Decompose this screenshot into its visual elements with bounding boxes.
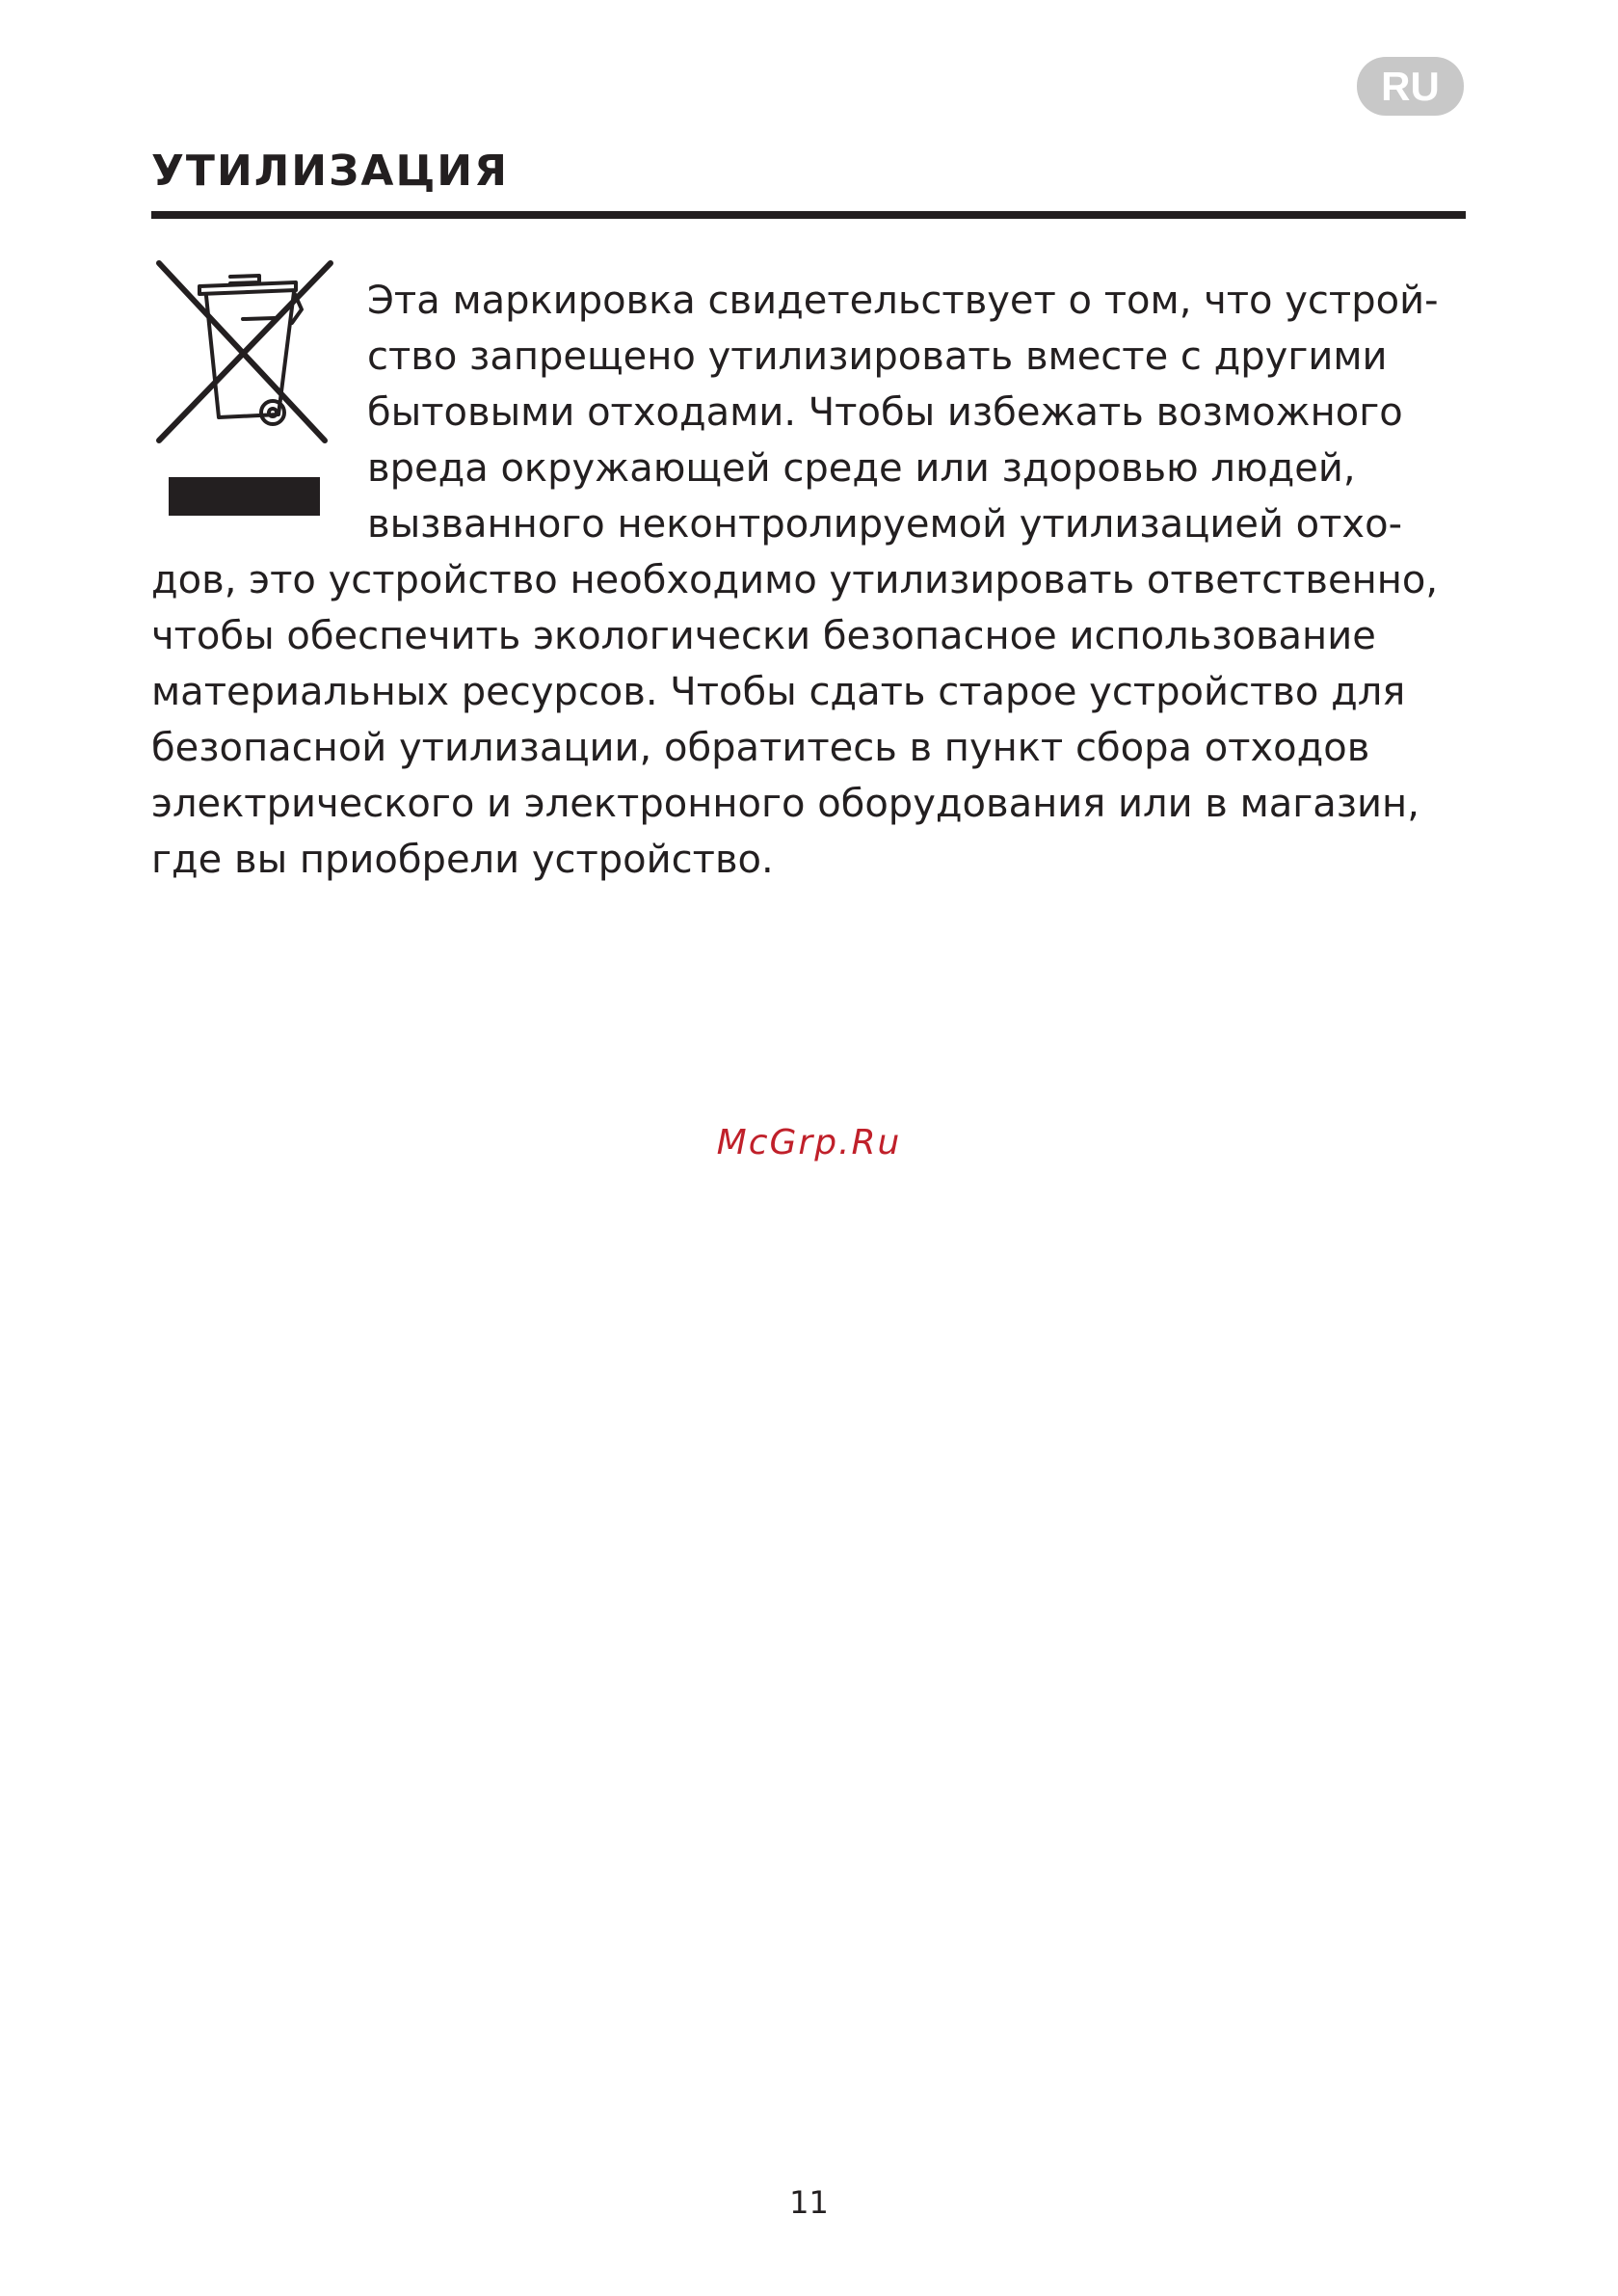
watermark: McGrp.Ru <box>716 1123 902 1162</box>
paragraph-line: электрического и электронного оборудования или в магазин, <box>151 782 1419 826</box>
paragraph-line: бытовыми отходами. Чтобы избежать возможного <box>367 390 1403 435</box>
page-number: 11 <box>789 2184 829 2221</box>
language-badge: RU <box>1357 57 1464 116</box>
title-divider <box>151 211 1466 219</box>
paragraph-line: вреда окружающей среде или здоровью людей, <box>367 446 1356 491</box>
disposal-paragraph <box>151 273 1466 888</box>
paragraph-line: дов, это устройство необходимо утилизировать ответственно, <box>151 558 1439 602</box>
paragraph-line: где вы приобрели устройство. <box>151 838 774 882</box>
paragraph-line: чтобы обеспечить экологически безопасное использование <box>151 614 1376 658</box>
paragraph-line: материальных ресурсов. Чтобы сдать старое устройство для <box>151 670 1406 714</box>
paragraph-line: безопасной утилизации, обратитесь в пункт сбора отходов <box>151 726 1370 770</box>
paragraph-line: Эта маркировка свидетельствует о том, что устрой- <box>367 279 1439 323</box>
paragraph-line: ство запрещено утилизировать вместе с другими <box>367 334 1388 379</box>
section-title: УТИЛИЗАЦИЯ <box>151 147 509 196</box>
paragraph-line: вызванного неконтролируемой утилизацией отхо- <box>367 502 1403 547</box>
